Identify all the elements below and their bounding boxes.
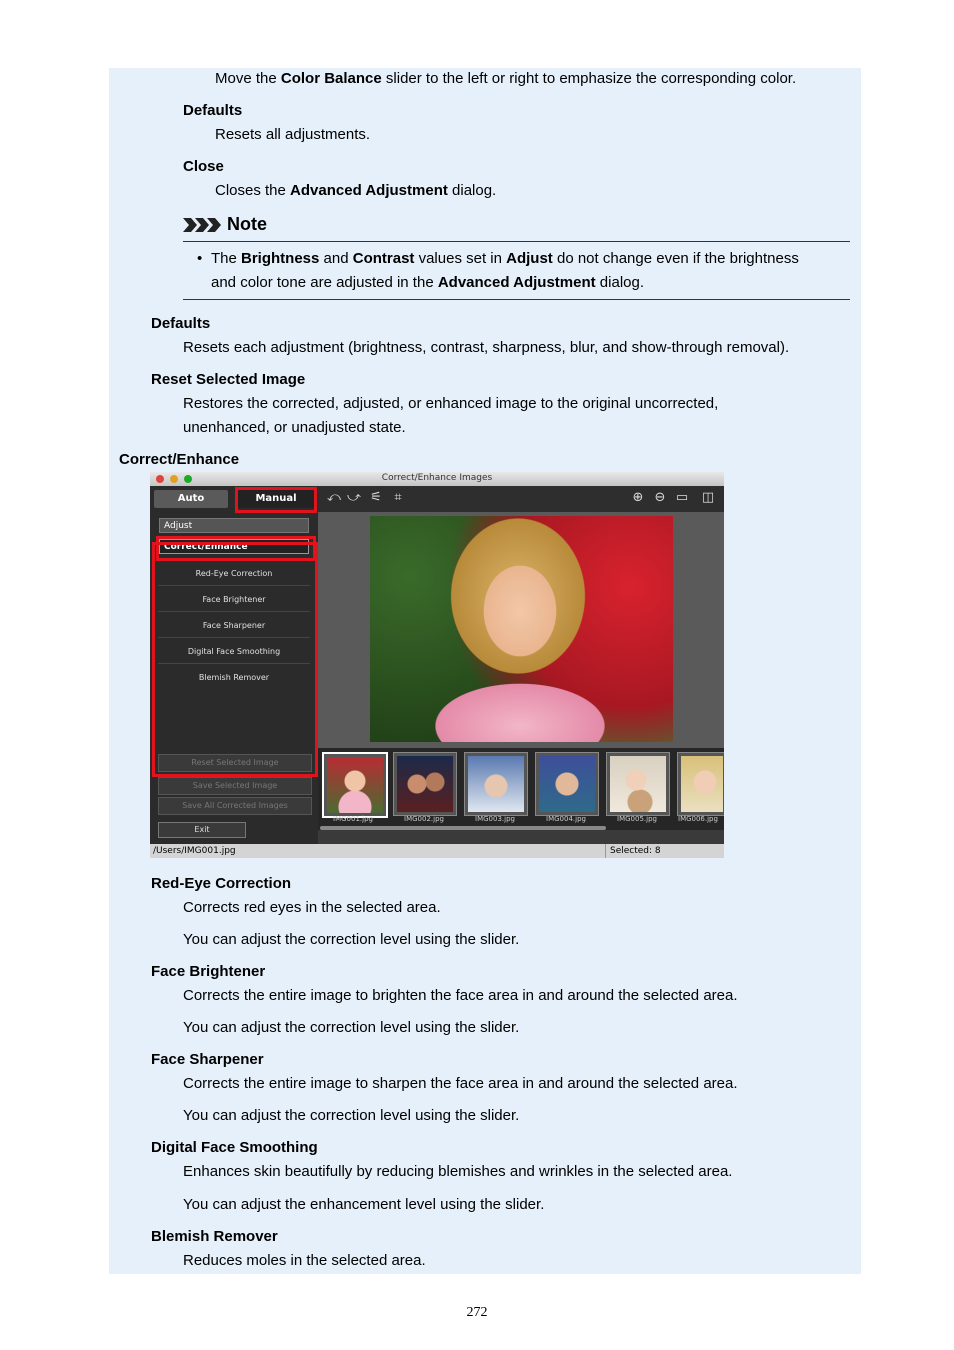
thumbnail-scrollbar[interactable] bbox=[320, 826, 606, 830]
status-path: /Users/IMG001.jpg bbox=[153, 846, 236, 856]
zoom-in-icon[interactable]: ⊕ bbox=[632, 490, 644, 505]
note-box bbox=[183, 241, 850, 300]
manual-tab-highlight bbox=[235, 487, 317, 513]
face-brightener-slider-note: You can adjust the correction level using the slider. bbox=[183, 1019, 520, 1036]
defaults-term: Defaults bbox=[183, 102, 243, 119]
rotate-left-icon[interactable]: ⤺ bbox=[327, 490, 341, 505]
digital-face-smoothing-slider-note: You can adjust the enhancement level using the slider. bbox=[183, 1196, 545, 1213]
reset-term: Reset Selected Image bbox=[151, 371, 306, 388]
window-titlebar bbox=[150, 472, 724, 486]
thumbnail-label-3: IMG003.jpg bbox=[475, 815, 515, 823]
thumbnail-label-2: IMG002.jpg bbox=[404, 815, 444, 823]
note-label: Note bbox=[227, 214, 267, 234]
adjust-button[interactable]: Adjust bbox=[159, 518, 309, 533]
reset-desc-2: unenhanced, or unadjusted state. bbox=[183, 419, 406, 436]
page-number: 272 bbox=[466, 1305, 488, 1320]
reset-desc-1: Restores the corrected, adjusted, or enhanced image to the original uncorrected, bbox=[183, 395, 719, 412]
thumbnail-label-1: IMG001.jpg bbox=[333, 815, 373, 823]
tab-auto[interactable]: Auto bbox=[154, 490, 228, 508]
thumbnail-3[interactable] bbox=[464, 752, 528, 816]
face-brightener-term: Face Brightener bbox=[151, 963, 266, 980]
thumbnail-6[interactable] bbox=[677, 752, 724, 816]
red-eye-slider-note: You can adjust the correction level using the slider. bbox=[183, 931, 520, 948]
preview-area bbox=[318, 512, 724, 748]
menu-blemish-remover[interactable]: Blemish Remover bbox=[198, 673, 270, 682]
blemish-remover-desc: Reduces moles in the selected area. bbox=[183, 1252, 426, 1269]
correct-enhance-window bbox=[150, 472, 724, 858]
status-bar bbox=[150, 844, 724, 858]
close-term: Close bbox=[183, 158, 224, 175]
correct-enhance-button[interactable]: Correct/Enhance bbox=[159, 539, 309, 554]
preview-photo bbox=[370, 516, 673, 742]
zoom-out-icon[interactable]: ⊖ bbox=[654, 490, 666, 505]
note-header bbox=[183, 214, 267, 235]
save-all-corrected-images-button[interactable]: Save All Corrected Images bbox=[158, 797, 312, 815]
note-line-1: The Brightness and Contrast values set in Adjust do not change even if the brightness bbox=[211, 250, 799, 267]
thumbnail-label-6: IMG006.jpg bbox=[678, 815, 718, 823]
digital-face-smoothing-desc: Enhances skin beautifully by reducing blemishes and wrinkles in the selected area. bbox=[183, 1163, 733, 1180]
defaults2-term: Defaults bbox=[151, 315, 211, 332]
color-balance-text: Move the Color Balance slider to the left or right to emphasize the corresponding color. bbox=[215, 70, 797, 87]
menu-red-eye-correction[interactable]: Red-Eye Correction bbox=[158, 563, 310, 586]
flip-icon[interactable]: ⚟ bbox=[370, 490, 382, 505]
close-desc: Closes the Advanced Adjustment dialog. bbox=[215, 182, 497, 199]
thumbnail-1[interactable] bbox=[322, 752, 388, 818]
face-sharpener-desc: Corrects the entire image to sharpen the face area in and around the selected area. bbox=[183, 1075, 738, 1092]
thumbnail-label-5: IMG005.jpg bbox=[617, 815, 657, 823]
red-eye-desc: Corrects red eyes in the selected area. bbox=[183, 899, 441, 916]
exit-button[interactable]: Exit bbox=[158, 822, 246, 838]
thumbnail-2[interactable] bbox=[393, 752, 457, 816]
left-panel bbox=[150, 486, 318, 844]
thumbnail-strip bbox=[318, 748, 724, 830]
note-line-2: and color tone are adjusted in the Advanced Adjustment dialog. bbox=[211, 274, 645, 291]
window-title: Correct/Enhance Images bbox=[381, 473, 493, 483]
face-sharpener-slider-note: You can adjust the correction level using the slider. bbox=[183, 1107, 520, 1124]
digital-face-smoothing-term: Digital Face Smoothing bbox=[151, 1139, 318, 1156]
red-eye-term: Red-Eye Correction bbox=[151, 875, 292, 892]
menu-digital-face-smoothing[interactable]: Digital Face Smoothing bbox=[158, 641, 310, 664]
defaults2-desc: Resets each adjustment (brightness, contrast, sharpness, blur, and show-through removal). bbox=[183, 339, 790, 356]
menu-face-sharpener[interactable]: Face Sharpener bbox=[158, 615, 310, 638]
thumbnail-5[interactable] bbox=[606, 752, 670, 816]
blemish-remover-term: Blemish Remover bbox=[151, 1228, 278, 1245]
crop-icon[interactable]: ⌗ bbox=[394, 490, 402, 505]
thumbnail-label-4: IMG004.jpg bbox=[546, 815, 586, 823]
image-toolbar bbox=[318, 486, 724, 512]
reset-selected-image-button[interactable]: Reset Selected Image bbox=[158, 754, 312, 772]
tab-manual[interactable]: Manual bbox=[238, 490, 314, 508]
correct-panel-highlight bbox=[152, 542, 318, 777]
status-selected: Selected: 8 bbox=[610, 846, 661, 856]
note-chevrons-icon bbox=[183, 216, 223, 234]
correct-enhance-heading: Correct/Enhance bbox=[119, 451, 240, 468]
compare-view-icon[interactable]: ◫ bbox=[701, 490, 715, 505]
save-selected-image-button[interactable]: Save Selected Image bbox=[158, 777, 312, 795]
face-brightener-desc: Corrects the entire image to brighten the face area in and around the selected area. bbox=[183, 987, 738, 1004]
defaults-desc: Resets all adjustments. bbox=[215, 126, 371, 143]
rotate-right-icon[interactable]: ⤻ bbox=[347, 490, 361, 505]
full-screen-icon[interactable]: ▭ bbox=[675, 490, 689, 505]
menu-face-brightener[interactable]: Face Brightener bbox=[158, 589, 310, 612]
face-sharpener-term: Face Sharpener bbox=[151, 1051, 264, 1068]
thumbnail-4[interactable] bbox=[535, 752, 599, 816]
note-bullet: • bbox=[197, 250, 203, 267]
